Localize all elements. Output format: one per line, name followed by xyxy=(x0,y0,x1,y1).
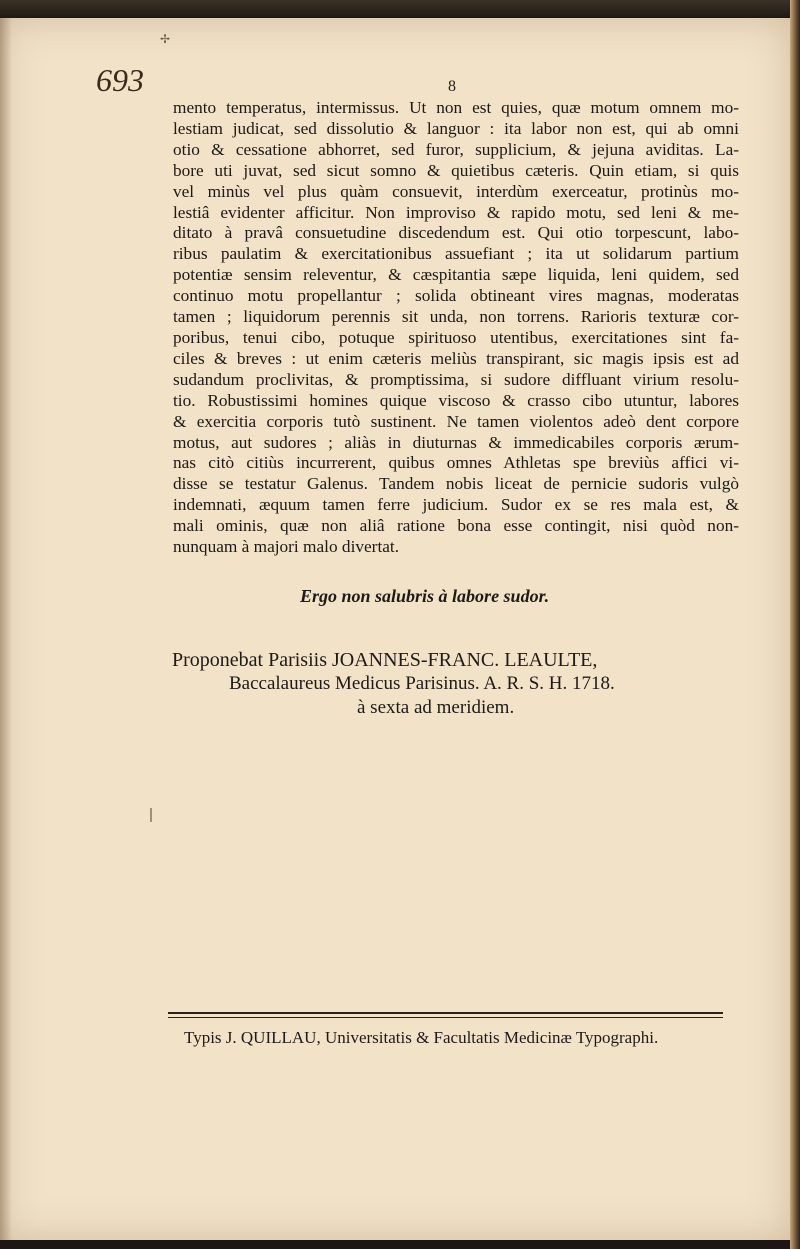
body-line: continuo motu propellantur ; solida obtineant vires magnas, moderatas xyxy=(173,286,739,306)
body-line: ditato à pravâ consuetudine discedendum est. Qui otio torpescunt, labo- xyxy=(173,223,739,243)
footer-rule xyxy=(168,1012,723,1014)
body-line: otio & cessatione abhorret, sed furor, supplicium, & jejuna aviditas. La- xyxy=(173,139,739,159)
body-line: lestiâ evidenter afficitur. Non improviso & rapido motu, sed leni & me- xyxy=(173,202,739,222)
body-text xyxy=(173,98,739,558)
printer-imprint: Typis J. QUILLAU, Universitatis & Facultatis Medicinæ Typographi. xyxy=(184,1028,659,1047)
body-line: motus, aut sudores ; aliàs in diuturnas & immedicabiles corporis ærum- xyxy=(173,432,739,452)
handwritten-folio-number: 693 xyxy=(96,62,144,98)
paper-speck xyxy=(150,808,152,822)
body-line: ribus paulatim & exercitationibus assuefiant ; ita ut solidarum partium xyxy=(173,244,739,264)
body-line: tio. Robustissimi homines quique viscoso & crasso cibo utuntur, labores xyxy=(173,390,739,410)
body-line: tamen ; liquidorum perennis sit unda, non torrens. Rarioris texturæ cor- xyxy=(173,307,739,327)
proponebat-line: Baccalaureus Medicus Parisinus. A. R. S. H. 1718. xyxy=(229,673,615,694)
body-line: mali ominis, quæ non aliâ ratione bona esse contingit, nisi quòd non- xyxy=(173,516,739,536)
marginal-mark: ✢ xyxy=(160,32,171,46)
proponebat-block xyxy=(172,648,752,720)
body-line: lestiam judicat, sed dissolutio & languor : ita labor non est, qui ab omni xyxy=(173,118,739,138)
body-line: poribus, tenui cibo, potuque spirituoso utentibus, exercitationes sint fa- xyxy=(173,327,739,347)
page-number: 8 xyxy=(448,78,456,95)
proponebat-line: Proponebat Parisiis JOANNES-FRANC. LEAULTE, xyxy=(172,649,598,671)
footer-rule-thin xyxy=(168,1017,723,1018)
page-gutter-shadow xyxy=(0,18,12,1240)
thesis-conclusion: Ergo non salubris à labore sudor. xyxy=(300,586,550,606)
body-line: bore uti juvat, sed sicut somno & quietibus cæteris. Quin etiam, si quis xyxy=(173,160,739,180)
book-edge-top xyxy=(0,0,800,18)
body-line: & exercitia corporis tutò sustinent. Ne tamen violentos adeò dent corpore xyxy=(173,411,739,431)
body-line: sudandum proclivitas, & promptissima, si sudore diffluant virium resolu- xyxy=(173,369,739,389)
body-line: nas citò citiùs incurrerent, quibus omnes Athletas spe breviùs affici vi- xyxy=(173,453,739,473)
body-line: indemnati, æquum tamen ferre judicium. Sudor ex se res mala est, & xyxy=(173,495,739,515)
body-line: mento temperatus, intermissus. Ut non est quies, quæ motum omnem mo- xyxy=(173,98,739,117)
proponebat-line: à sexta ad meridiem. xyxy=(357,697,515,718)
body-line: vel minùs vel plus quàm consuevit, interdùm exerceatur, protinùs mo- xyxy=(173,181,739,201)
book-edge-right xyxy=(790,0,800,1249)
body-line: disse se testatur Galenus. Tandem nobis liceat de pernicie sudoris vulgò xyxy=(173,474,739,494)
body-line: nunquam à majori malo divertat. xyxy=(173,537,400,557)
body-line: potentiæ sensim releventur, & cæspitantia sæpe liquida, leni quidem, sed xyxy=(173,265,739,285)
body-line: ciles & breves : ut enim cæteris meliùs transpirant, sic magis ipsis est ad xyxy=(173,348,739,368)
